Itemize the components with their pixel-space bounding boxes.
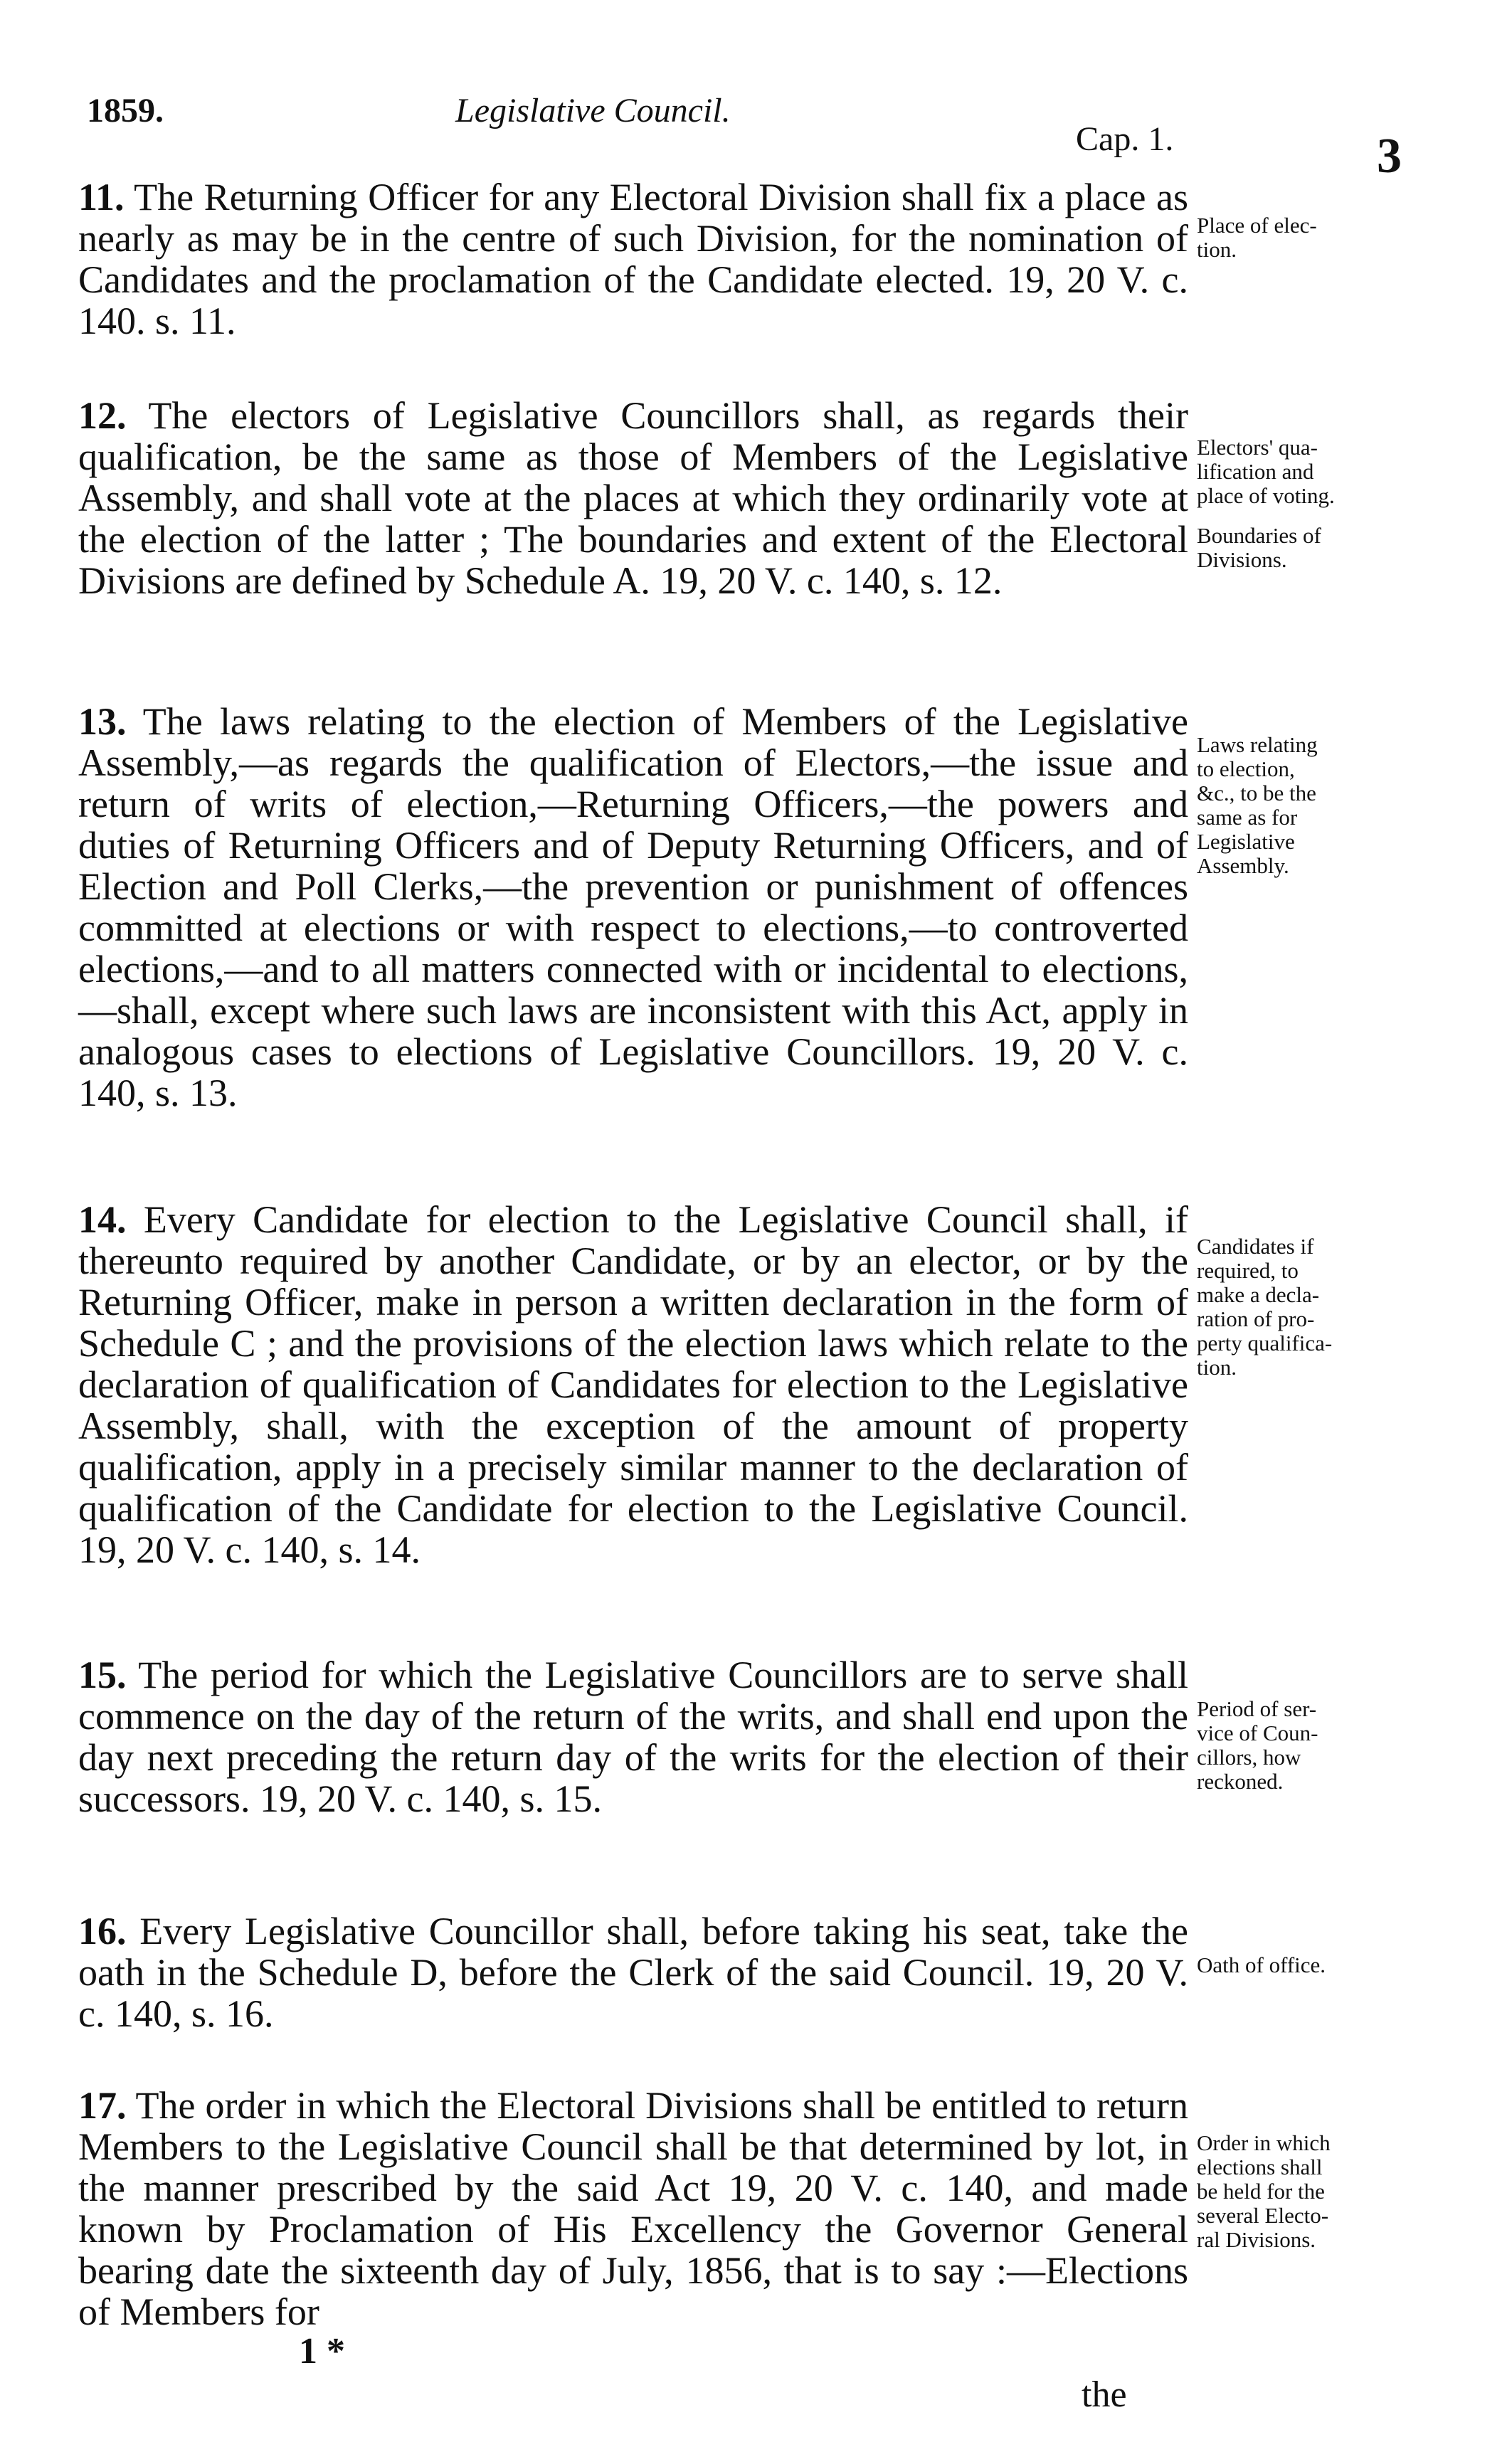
margin-note-14: [1197, 1235, 1410, 1380]
margin-note-16: [1197, 1953, 1410, 1977]
note-line: Candidates if: [1197, 1234, 1314, 1259]
section-14: [78, 1199, 1188, 1570]
note-line: several Electo-: [1197, 2203, 1329, 2228]
margin-note-17: [1197, 2131, 1410, 2252]
note-line: vice of Coun-: [1197, 1720, 1318, 1745]
section-text: The electors of Legislative Councillors shall, as regards their qualification, be the same as those of Members of the Legislative Assembly, and shall vote at the places at which they ordinarily vote at the election of the latter ; The boundaries and extent of the Electoral Divisions are defined by Schedule A. 19, 20 V. c. 140, s. 12.: [78, 394, 1189, 602]
section-number: 14.: [78, 1198, 127, 1241]
margin-note-12: [1197, 435, 1410, 572]
margin-note-15: [1197, 1697, 1410, 1794]
margin-note-11: [1197, 213, 1410, 262]
note-line: cillors, how: [1197, 1745, 1301, 1770]
note-line: same as for: [1197, 805, 1298, 830]
section-number: 12.: [78, 394, 127, 437]
section-number: 17.: [78, 2084, 127, 2127]
note-line: Legislative: [1197, 829, 1295, 854]
page-number: 3: [1377, 129, 1402, 184]
note-line: Order in which: [1197, 2130, 1331, 2155]
note-line: Oath of office.: [1197, 1952, 1326, 1977]
note-line: tion.: [1197, 237, 1237, 262]
note-line: Period of ser-: [1197, 1696, 1317, 1721]
section-text: The laws relating to the election of Members of the Legislative Assembly,—as regards the qualification of Electors,—the issue and return of writs of election,—Returning Officers,—the powers and duties of Returning Officers and of Deputy Returning Officers, and of Election and Poll Clerks,—the prevention or punishment of offences committed at elections or with respect to elections,—to controverted elections,—and to all matters connected with or incidental to elections,—shall, except where such laws are inconsistent with this Act, apply in analogous cases to elections of Legislative Councillors. 19, 20 V. c. 140, s. 13.: [78, 700, 1188, 1114]
note-line: ral Divisions.: [1197, 2227, 1316, 2252]
note-line: reckoned.: [1197, 1769, 1284, 1794]
note-line: make a decla-: [1197, 1282, 1320, 1307]
note-line: [1197, 508, 1410, 524]
running-year: 1859.: [87, 92, 164, 130]
note-line: elections shall: [1197, 2155, 1323, 2179]
section-17: [78, 2085, 1188, 2332]
section-12: [78, 395, 1188, 601]
signature-mark: 1 *: [299, 2331, 345, 2372]
running-title: Legislative Council.: [455, 92, 731, 130]
section-15: [78, 1654, 1188, 1819]
section-text: Every Candidate for election to the Legislative Council shall, if thereunto required by another Candidate, or by an elector, or by the Returning Officer, make in person a written declaration in the form of Schedule C ; and the provisions of the election laws which relate to the declaration of qualification of Candidates for election to the Legislative Assembly, shall, with the exception of the amount of property qualification, apply in a precisely similar manner to the declaration of qualification of the Candidate for election to the Legislative Council. 19, 20 V. c. 140, s. 14.: [78, 1198, 1189, 1571]
note-line: Electors' qua-: [1197, 435, 1318, 460]
section-text: The period for which the Legislative Councillors are to serve shall commence on the day of the return of the writs, and shall end upon the day next preceding the return day of the writs for the election of their successors. 19, 20 V. c. 140, s. 15.: [78, 1654, 1188, 1820]
section-text: Every Legislative Councillor shall, before taking his seat, take the oath in the Schedule D, before the Clerk of the said Council. 19, 20 V. c. 140, s. 16.: [78, 1910, 1188, 2035]
note-line: to election,: [1197, 756, 1295, 781]
section-number: 16.: [78, 1910, 127, 1952]
section-16: [78, 1910, 1188, 2034]
section-11: [78, 176, 1188, 342]
note-line: &c., to be the: [1197, 781, 1316, 805]
section-number: 13.: [78, 700, 127, 743]
note-line: Boundaries of: [1197, 523, 1321, 548]
catchword: the: [1082, 2374, 1127, 2415]
note-line: lification and: [1197, 459, 1314, 484]
section-number: 15.: [78, 1654, 127, 1696]
note-line: Laws relating: [1197, 732, 1318, 757]
note-line: Assembly.: [1197, 853, 1289, 878]
note-line: ration of pro-: [1197, 1306, 1315, 1331]
note-line: place of voting.: [1197, 483, 1335, 508]
section-text: The order in which the Electoral Divisions shall be entitled to return Members to the Legislative Council shall be that determined by lot, in the manner prescribed by the said Act 19, 20 V. c. 140, and made known by Proclamation of His Excellency the Governor General bearing date the sixteenth day of July, 1856, that is to say :—Elections of Members for: [78, 2084, 1188, 2333]
note-line: Place of elec-: [1197, 213, 1317, 238]
note-line: tion.: [1197, 1355, 1237, 1380]
section-13: [78, 701, 1188, 1114]
note-line: perty qualifica-: [1197, 1331, 1333, 1355]
margin-note-13: [1197, 733, 1410, 878]
note-line: required, to: [1197, 1258, 1299, 1283]
note-line: be held for the: [1197, 2179, 1325, 2204]
note-line: Divisions.: [1197, 547, 1287, 572]
section-text: The Returning Officer for any Electoral Division shall fix a place as nearly as may be in the centre of such Division, for the nomination of Candidates and the proclamation of the Candidate elected. 19, 20 V. c. 140. s. 11.: [78, 176, 1188, 342]
chapter-label: Cap. 1.: [1076, 120, 1174, 158]
section-number: 11.: [78, 176, 125, 218]
